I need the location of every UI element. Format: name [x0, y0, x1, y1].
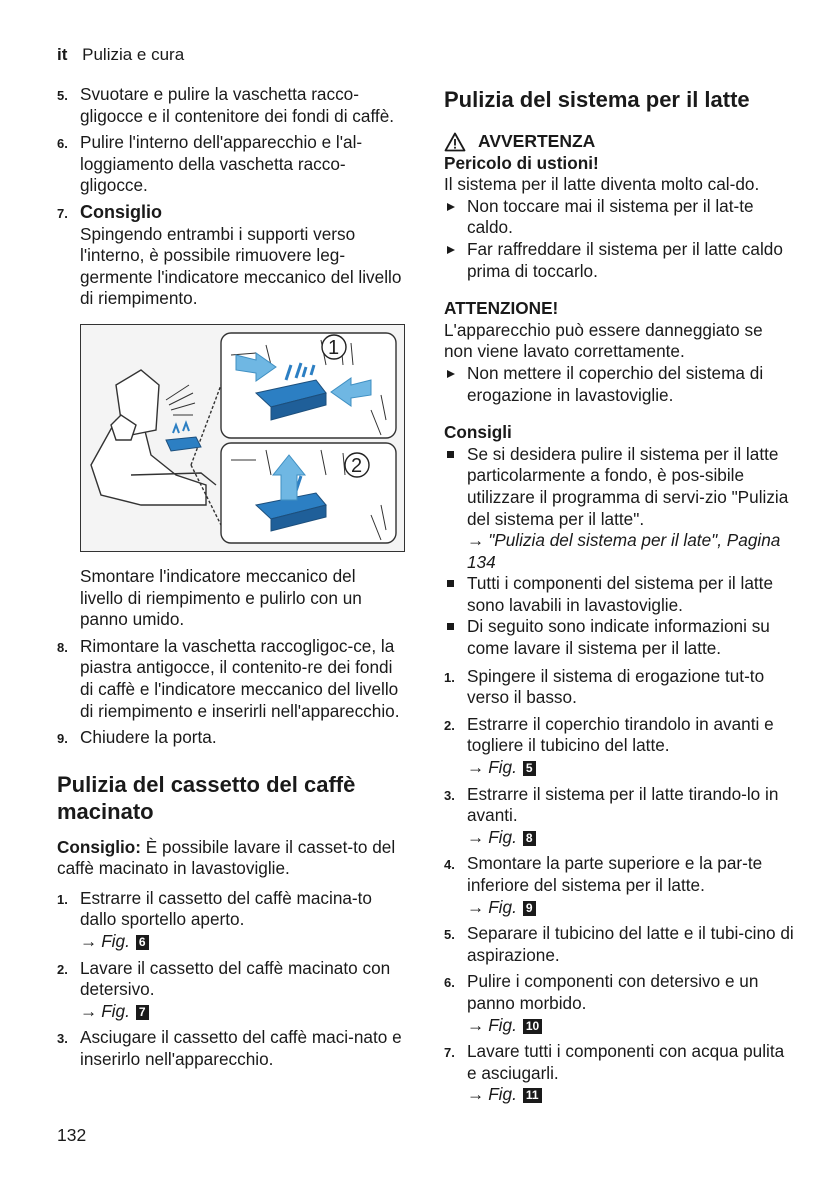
step-8: 8. Rimontare la vaschetta raccogligoc-ce, la piastra antigocce, il contenito-re dei fondi di caffè e l'indicatore meccanico del livello di riempimento e inserirli nell'apparecchio.	[57, 635, 400, 721]
grinder-step-2: 2. Lavare il cassetto del caffè macinato con detersivo. → Fig. 7	[57, 958, 402, 1023]
step-5: 5. Svuotare e pulire la vaschetta racco-gligocce e il contenitore dei fondi di caffè.	[57, 84, 395, 126]
tip-item-3: Di seguito sono indicate informazioni su come lavare il sistema per il latte.	[444, 616, 794, 659]
step-text: Pulire l'interno dell'apparecchio e l'al-loggiamento della vaschetta racco-gligocce.	[80, 132, 363, 196]
warning-item: Far raffreddare il sistema per il latte caldo prima di toccarlo.	[444, 239, 794, 282]
warning-subtitle: Pericolo di ustioni!	[444, 152, 599, 173]
step-text: Smontare la parte superiore e la par-te inferiore del sistema per il latte.	[467, 853, 763, 895]
warning-item: Non toccare mai il sistema per il lat-te caldo.	[444, 196, 794, 239]
page-reference-link[interactable]: → "Pulizia del sistema per il late", Pagina 134	[467, 530, 781, 572]
figure-reference[interactable]: → Fig. 5	[467, 757, 794, 779]
step-text: Spingere il sistema di erogazione tut-to verso il basso.	[467, 665, 765, 708]
step-6: 6. Pulire l'interno dell'apparecchio e l'al-loggiamento della vaschetta racco-gligocce.	[57, 132, 363, 196]
step-9: 9. Chiudere la porta.	[57, 727, 217, 748]
attention-text: L'apparecchio può essere danneggiato se non viene lavato correttamente.	[444, 319, 763, 362]
step-text: Svuotare e pulire la vaschetta racco-gligocce e il contenitore dei fondi di caffè.	[80, 84, 395, 126]
attention-item: Non mettere il coperchio del sistema di erogazione in lavastoviglie.	[444, 363, 794, 406]
step-text: Estrarre il cassetto del caffè macina-to dallo sportello aperto.	[80, 887, 372, 930]
tips-title: Consigli	[444, 422, 512, 443]
section-tip-text: È possibile lavare il casset-to del caffè macinato in lavastoviglie.	[57, 836, 396, 879]
page-header	[57, 45, 184, 65]
figure-reference[interactable]: → Fig. 6	[80, 931, 402, 953]
step-text: Lavare il cassetto del caffè macinato con detersivo.	[80, 957, 391, 1000]
section-title-grinder: Pulizia del cassetto del caffè macinato	[57, 771, 356, 824]
step-text: Rimontare la vaschetta raccogligoc-ce, la piastra antigocce, il contenito-re dei fondi di caffè e l'indicatore meccanico del livello di riempimento e inserirli nell'apparecchio.	[80, 635, 400, 721]
warning-label: AVVERTENZA	[478, 131, 596, 151]
step-text: Pulire i componenti con detersivo e un panno morbido.	[467, 971, 759, 1013]
right-column	[444, 84, 794, 1111]
step-text: Estrarre il coperchio tirandolo in avanti e togliere il tubicino del latte.	[467, 713, 774, 756]
figure-reference[interactable]: → Fig. 7	[80, 1001, 402, 1023]
tip-title: Consiglio	[80, 201, 162, 222]
grinder-step-1: 1. Estrarre il cassetto del caffè macina-to dallo sportello aperto. → Fig. 6	[57, 888, 402, 953]
milk-step-2: 2. Estrarre il coperchio tirandolo in avanti e togliere il tubicino del latte. → Fig. 5	[444, 714, 794, 779]
section-tip-label: Consiglio:	[57, 836, 142, 857]
milk-step-4: 4. Smontare la parte superiore e la par-te inferiore del sistema per il latte. → Fig. 9	[444, 853, 794, 918]
figure-badge: 5	[523, 761, 536, 776]
page-number: 132	[57, 1125, 87, 1145]
tip-text: Spingendo entrambi i supporti verso l'interno, è possibile rimuovere leg-germente l'indicatore meccanico del livello di riempimento.	[80, 223, 402, 309]
figure-badge: 9	[523, 901, 536, 916]
figure-reference[interactable]: → Fig. 8	[467, 827, 794, 849]
step-7-tip: 7. Consiglio Spingendo entrambi i supporti verso l'interno, è possibile rimuovere leg-germente l'indicatore meccanico del livello di riempimento.	[57, 201, 402, 309]
figure-reference[interactable]: → Fig. 11	[467, 1084, 794, 1106]
warning-header	[444, 131, 794, 153]
callout-1: 1	[328, 336, 340, 359]
callout-2: 2	[351, 454, 363, 477]
step-text: Lavare tutti i componenti con acqua pulita e asciugarli.	[467, 1041, 785, 1083]
figure-reference[interactable]: → Fig. 9	[467, 897, 794, 919]
step-text: Asciugare il cassetto del caffè maci-nato e inserirlo nell'apparecchio.	[80, 1027, 402, 1070]
tip-item-1: Se si desidera pulire il sistema per il latte particolarmente a fondo, è pos-sibile utilizzare il programma di servi-zio "Pulizia del sistema per il latte". → "Pulizia del sistema per il late", Pagina 134	[444, 444, 794, 574]
step-text: Separare il tubicino del latte e il tubi-cino di aspirazione.	[467, 923, 794, 965]
figure-badge: 11	[523, 1088, 542, 1103]
warning-icon	[444, 132, 466, 152]
milk-step-3: 3. Estrarre il sistema per il latte tirando-lo in avanti. → Fig. 8	[444, 784, 794, 849]
figure-badge: 10	[523, 1019, 542, 1034]
milk-step-1: 1. Spingere il sistema di erogazione tut-to verso il basso.	[444, 665, 765, 708]
grinder-step-3: 3. Asciugare il cassetto del caffè maci-nato e inserirlo nell'apparecchio.	[57, 1027, 402, 1070]
milk-step-5: 5. Separare il tubicino del latte e il tubi-cino di aspirazione.	[444, 923, 794, 965]
tip-item-2: Tutti i componenti del sistema per il latte sono lavabili in lavastoviglie.	[444, 573, 794, 616]
after-figure-text: Smontare l'indicatore meccanico del livello di riempimento e pulirlo con un panno umido.	[80, 565, 362, 630]
milk-step-6: 6. Pulire i componenti con detersivo e un panno morbido. → Fig. 10	[444, 971, 794, 1036]
warning-text: Il sistema per il latte diventa molto cal-do.	[444, 174, 760, 195]
section-tip	[57, 837, 402, 880]
milk-step-7: 7. Lavare tutti i componenti con acqua pulita e asciugarli. → Fig. 11	[444, 1041, 794, 1106]
figure-reference[interactable]: → Fig. 10	[467, 1015, 794, 1037]
fill-indicator-illustration	[80, 324, 405, 552]
language-code: it	[57, 45, 68, 64]
step-text: Estrarre il sistema per il latte tirando-lo in avanti.	[467, 783, 779, 826]
figure-badge: 7	[136, 1005, 149, 1020]
attention-label: ATTENZIONE!	[444, 298, 559, 319]
illustration-drawing	[81, 325, 404, 551]
section-title-milk-system: Pulizia del sistema per il latte	[444, 87, 750, 112]
figure-badge: 6	[136, 935, 149, 950]
left-column	[57, 84, 402, 1076]
figure-badge: 8	[523, 831, 536, 846]
header-title: Pulizia e cura	[82, 45, 185, 64]
step-text: Chiudere la porta.	[80, 727, 217, 748]
